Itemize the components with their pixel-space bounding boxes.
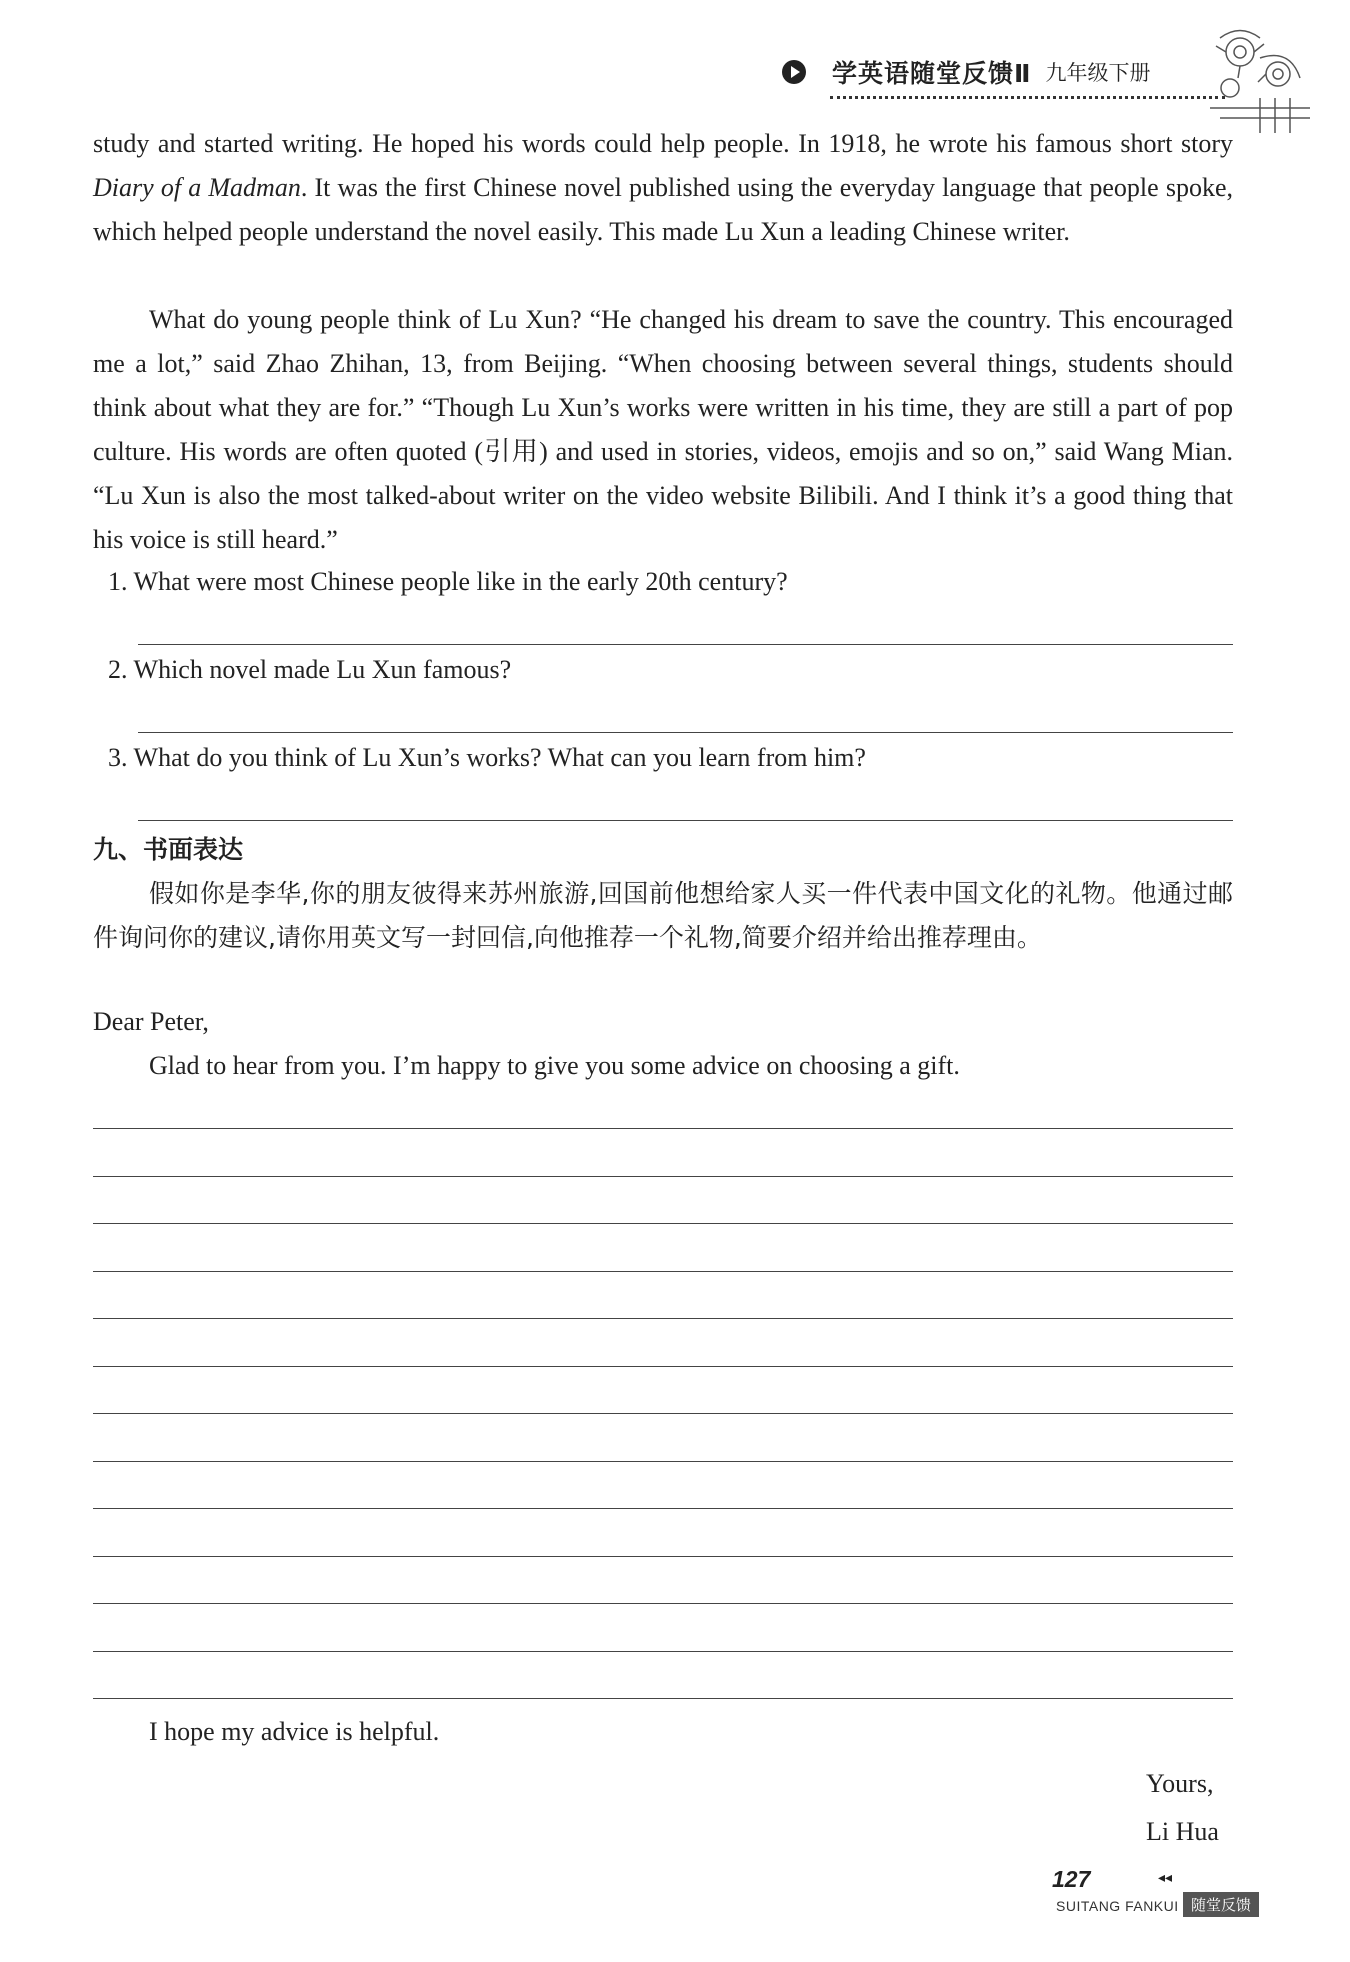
- letter-sign-off: Yours,: [1146, 1769, 1214, 1798]
- footer-tag: 随堂反馈: [1183, 1892, 1259, 1917]
- answer-line-3[interactable]: [138, 820, 1233, 821]
- letter-salutation: Dear Peter,: [93, 1007, 209, 1036]
- letter-signature: Li Hua: [1146, 1817, 1219, 1846]
- letter-closing: I hope my advice is helpful.: [149, 1717, 440, 1746]
- writing-line[interactable]: [93, 1128, 1233, 1129]
- series-title: 学英语随堂反馈Ⅱ: [832, 59, 1032, 88]
- writing-line[interactable]: [93, 1413, 1233, 1414]
- passage-paragraph-2: What do young people think of Lu Xun? “He changed his dream to save the country. This encouraged me a lot,” said Zhao Zhihan, 13, from Beijing. “When choosing between several things, students should think about what they are for.” “Though Lu Xun’s works were written in his time, they are still a part of pop culture. His words are often quoted (引用) and used in stories, videos, emojis and so on,” said Wang Mian. “Lu Xun is also the most talked-about writer on the video website Bilibili. And I think it’s a good thing that his voice is still heard.”: [93, 305, 1233, 554]
- writing-line[interactable]: [93, 1461, 1233, 1462]
- page-header: [782, 52, 1150, 92]
- writing-line[interactable]: [93, 1603, 1233, 1604]
- question-1: 1. What were most Chinese people like in the early 20th century?: [108, 567, 788, 596]
- page-number: 127: [1052, 1866, 1091, 1892]
- answer-line-2[interactable]: [138, 732, 1233, 733]
- writing-line[interactable]: [93, 1318, 1233, 1319]
- question-2: 2. Which novel made Lu Xun famous?: [108, 655, 512, 684]
- play-icon: [782, 60, 806, 84]
- question-3: 3. What do you think of Lu Xun’s works? What can you learn from him?: [108, 743, 866, 772]
- footer-brand: SUITANG FANKUI: [1056, 1898, 1179, 1914]
- writing-line[interactable]: [93, 1366, 1233, 1367]
- writing-prompt: 假如你是李华,你的朋友彼得来苏州旅游,回国前他想给家人买一件代表中国文化的礼物。他通过邮件询问你的建议,请你用英文写一封回信,向他推荐一个礼物,简要介绍并给出推荐理由。: [93, 879, 1233, 952]
- writing-line[interactable]: [93, 1651, 1233, 1652]
- writing-line[interactable]: [93, 1271, 1233, 1272]
- writing-line[interactable]: [93, 1508, 1233, 1509]
- writing-line[interactable]: [93, 1556, 1233, 1557]
- book-title: Diary of a Madman: [93, 173, 301, 202]
- writing-line[interactable]: [93, 1698, 1233, 1699]
- writing-line[interactable]: [93, 1223, 1233, 1224]
- series-subtitle: 九年级下册: [1045, 61, 1151, 85]
- answer-line-1[interactable]: [138, 644, 1233, 645]
- passage-text: . It was the first Chinese novel published using the everyday language that people spoke, which helped people understand the novel easily. This made Lu Xun a leading Chinese writer.: [93, 173, 1233, 246]
- letter-opening: Glad to hear from you. I’m happy to give you some advice on choosing a gift.: [149, 1051, 960, 1080]
- double-arrow-left-icon: ◂◂: [1158, 1870, 1173, 1886]
- flower-ornament-icon: [1200, 18, 1320, 138]
- header-divider: [830, 96, 1225, 99]
- passage-paragraph-1: [93, 122, 1233, 254]
- section-heading: 九、书面表达: [93, 835, 244, 864]
- passage-text: study and started writing. He hoped his words could help people. In 1918, he wrote his famous short story: [93, 129, 1233, 158]
- writing-line[interactable]: [93, 1176, 1233, 1177]
